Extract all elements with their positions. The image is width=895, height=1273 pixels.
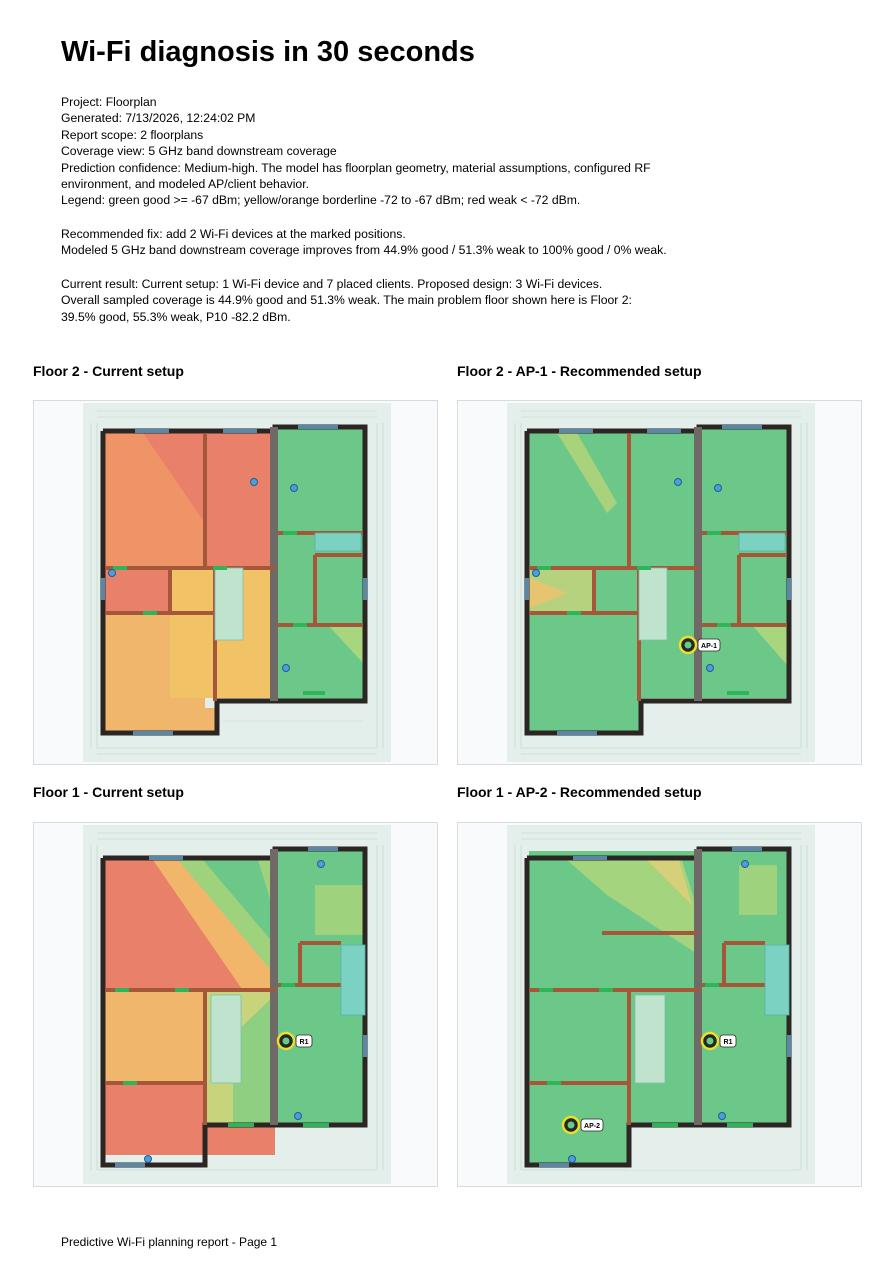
result-line-3: 39.5% good, 55.3% weak, P10 -82.2 dBm. <box>61 309 291 324</box>
zone-good-east <box>275 429 363 699</box>
access-point-ap2 <box>563 1117 603 1133</box>
staircase-side <box>765 945 789 1015</box>
result-line-1: Current result: Current setup: 1 Wi-Fi device and 7 placed clients. Proposed design: 3 Wi-Fi devices. <box>61 277 603 291</box>
ap-core-icon <box>568 1122 575 1129</box>
summary-project: Project: Floorplan <box>61 95 157 109</box>
staircase-upper <box>315 533 361 551</box>
zone-weak-north <box>205 433 275 568</box>
staircase-upper <box>739 533 785 551</box>
core-wall <box>694 849 702 1125</box>
client-icon <box>251 479 258 486</box>
client-icon <box>109 570 116 577</box>
ap-label: R1 <box>299 1039 309 1046</box>
summary-confidence-cont: environment, and modeled AP/client behavior. <box>61 177 309 192</box>
summary-confidence: Prediction confidence: Medium-high. The model has floorplan geometry, material assumptions, configured RF <box>61 160 651 175</box>
floor1-current-heatmap <box>83 825 391 1184</box>
core-wall <box>694 427 702 701</box>
ap-label: AP-2 <box>584 1123 600 1130</box>
fix-section <box>61 226 667 259</box>
client-icon <box>283 665 290 672</box>
client-icon <box>719 1113 726 1120</box>
client-icon <box>295 1113 302 1120</box>
core-wall <box>270 427 278 701</box>
summary-coverage-view: Coverage view: 5 GHz band downstream coverage <box>61 144 337 159</box>
result-section <box>61 276 632 325</box>
core-wall <box>270 849 278 1125</box>
access-point-ap1 <box>680 637 720 653</box>
client-icon <box>291 485 298 492</box>
staircase <box>639 568 667 640</box>
client-icon <box>742 861 749 868</box>
floorplan-floor1-recommended <box>457 822 862 1187</box>
fix-recommendation: Recommended fix: add 2 Wi-Fi devices at the marked positions. <box>61 227 406 241</box>
panel-title-floor1-recommended: Floor 1 - AP-2 - Recommended setup <box>457 784 702 800</box>
client-icon <box>318 861 325 868</box>
staircase <box>635 995 665 1083</box>
zone-border-ne <box>315 885 363 935</box>
report-title: Wi-Fi diagnosis in 30 seconds <box>61 36 475 68</box>
client-icon <box>675 479 682 486</box>
summary-generated: Generated: 7/13/2026, 12:24:02 PM <box>61 111 256 126</box>
floorplan-floor2-recommended <box>457 400 862 765</box>
panel-title-floor2-recommended: Floor 2 - AP-1 - Recommended setup <box>457 363 702 379</box>
summary-legend: Legend: green good >= -67 dBm; yellow/orange borderline -72 to -67 dBm; red weak < -72 dBm. <box>61 193 581 208</box>
summary-section <box>61 94 651 209</box>
floor1-recommended-heatmap <box>507 825 815 1184</box>
staircase-side <box>341 945 365 1015</box>
summary-scope: Report scope: 2 floorplans <box>61 127 204 142</box>
client-icon <box>707 665 714 672</box>
zone-border-sw <box>105 990 205 1085</box>
ap-core-icon <box>283 1038 290 1045</box>
panel-title-floor1-current: Floor 1 - Current setup <box>33 784 184 800</box>
fix-improvement: Modeled 5 GHz band downstream coverage improves from 44.9% good / 51.3% weak to 100% good / 0% weak. <box>61 243 667 258</box>
client-icon <box>145 1156 152 1163</box>
client-icon <box>569 1156 576 1163</box>
zone-border-ne <box>739 865 777 915</box>
ap-label: R1 <box>723 1039 733 1046</box>
floor2-recommended-heatmap <box>507 403 815 762</box>
result-line-2: Overall sampled coverage is 44.9% good and 51.3% weak. The main problem floor shown here is Floor 2: <box>61 293 632 308</box>
staircase <box>215 568 243 640</box>
client-icon <box>715 485 722 492</box>
client-icon <box>533 570 540 577</box>
floor2-current-heatmap <box>83 403 391 762</box>
ap-core-icon <box>707 1038 714 1045</box>
staircase <box>211 995 241 1083</box>
page-footer: Predictive Wi-Fi planning report - Page 1 <box>61 1235 278 1249</box>
panel-title-floor2-current: Floor 2 - Current setup <box>33 363 184 379</box>
ap-core-icon <box>685 642 692 649</box>
floorplan-floor1-current <box>33 822 438 1187</box>
ap-label: AP-1 <box>701 643 717 650</box>
floorplan-floor2-current <box>33 400 438 765</box>
